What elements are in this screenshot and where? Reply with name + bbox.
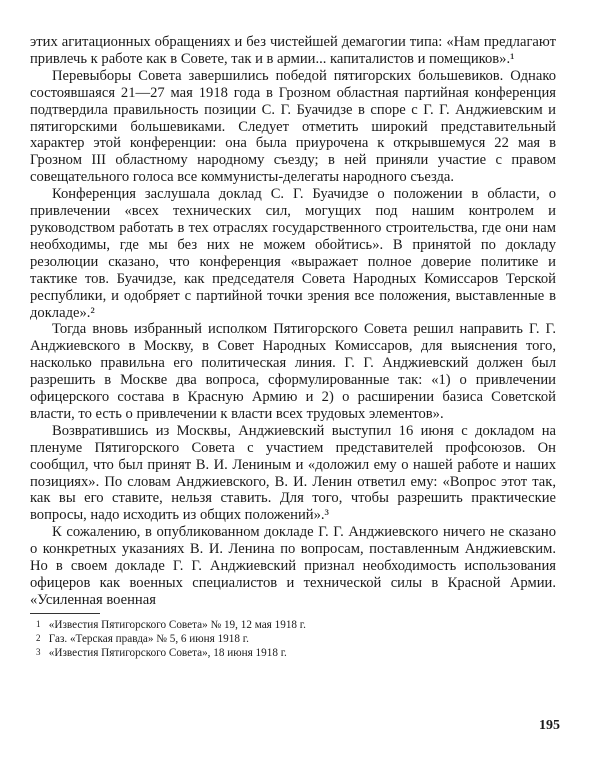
paragraph: Перевыборы Совета завершились победой пятигорских большевиков. Однако состоявшаяся 21—27 мая 1918 года в Грозном областная партийная конференция подтвердила правильность позиции С. Г. Буачидзе в споре с Г. Г. Анджиевским и пятигорскими большевиками. Следует отметить широкий представительный характер этой конференции: она была приурочена к открывшемуся 22 мая в Грозном III областному народному съезду; в ней приняли участие с правом совещательного голоса все коммунисты-делегаты народного съезда. [30, 67, 556, 186]
footnote-number: 1 [36, 618, 41, 629]
footnote [30, 646, 556, 660]
footnote [30, 632, 556, 646]
paragraph: Возвратившись из Москвы, Анджиевский выступил 16 июня с докладом на пленуме Пятигорского Совета с участием представителей профсоюзов. Он сообщил, что был принят В. И. Лениным и «доложил ему о нашей работе и наших позициях». По словам Анджиевского, В. И. Ленин ответил ему: «Вопрос этот так, как вы его ставите, нельзя ставить. Для того, чтобы разрешить практические вопросы, надо исходить из общих положений».³ [30, 422, 556, 524]
page-number: 195 [539, 718, 560, 733]
footnote-divider [30, 613, 100, 614]
footnote-text: Газ. «Терская правда» № 5, 6 июня 1918 г. [48, 632, 249, 645]
footnote-number: 3 [36, 646, 41, 657]
paragraph-continuation: этих агитационных обращениях и без чистейшей демагогии типа: «Нам предлагают привлечь к работе как в Совете, так и в армии... капиталистов и помещиков».¹ [30, 34, 556, 67]
footnotes [30, 618, 556, 660]
body-text [30, 34, 556, 609]
book-page [30, 34, 556, 660]
paragraph: К сожалению, в опубликованном докладе Г. Г. Анджиевского ничего не сказано о конкретных указаниях В. И. Ленина по вопросам, поставленным Анджиевским. Но в своем докладе Г. Г. Анджиевский признал необходимость использования офицеров как военных специалистов и технической силы в Красной Армии. «Усиленная военная [30, 524, 556, 608]
paragraph: Конференция заслушала доклад С. Г. Буачидзе о положении в области, о привлечении «всех технических сил, могущих под нашим контролем и руководством работать в тех отраслях государственного строительства, где они нам необходимы, где мы без них не можем обойтись». В принятой по докладу резолюции сказано, что конференция «выражает полное доверие политике и тактике тов. Буачидзе, как председателя Совета Народных Комиссаров Терской республики, и одобряет с партийной точки зрения все положения, выставленные в докладе».² [30, 186, 556, 321]
paragraph: Тогда вновь избранный исполком Пятигорского Совета решил направить Г. Г. Анджиевского в Москву, в Совет Народных Комиссаров, для выяснения того, насколько правильна его политическая линия. Г. Г. Анджиевский должен был разрешить в Москве два вопроса, сформулированные так: «1) о привлечении офицерского состава в Красную Армию и 2) о расширении базиса Советской власти, то есть о привлечении к власти всех трудовых элементов». [30, 321, 556, 422]
footnote [30, 618, 556, 632]
footnote-text: «Известия Пятигорского Совета», 18 июня 1918 г. [48, 646, 287, 659]
footnote-text: «Известия Пятигорского Совета» № 19, 12 мая 1918 г. [48, 618, 306, 631]
footnote-number: 2 [36, 632, 41, 643]
